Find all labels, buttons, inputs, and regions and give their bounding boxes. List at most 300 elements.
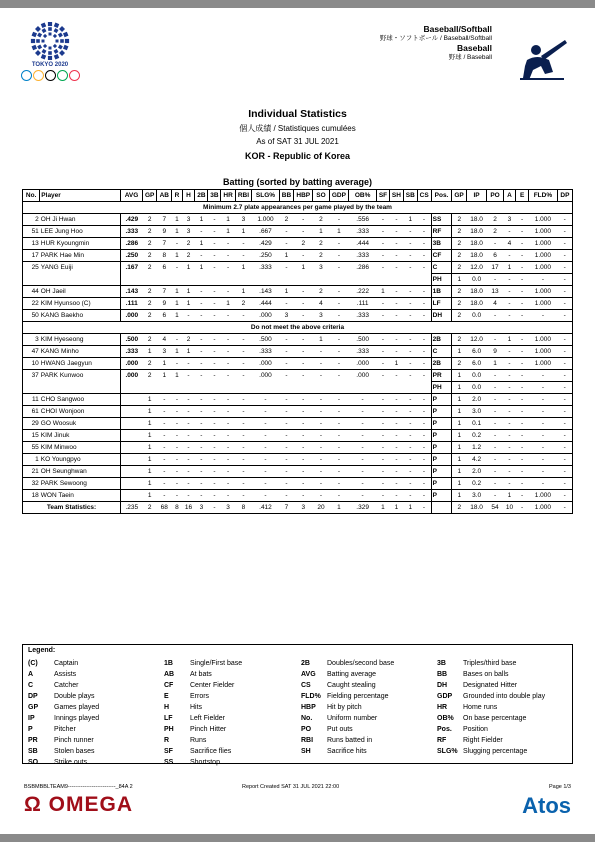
table-cell: - <box>516 238 529 250</box>
table-cell: - <box>187 372 190 380</box>
table-cell: - <box>376 418 389 430</box>
table-cell <box>235 274 251 286</box>
table-cell: - <box>221 406 235 418</box>
table-cell: 3 <box>23 334 40 346</box>
table-cell: - <box>337 264 340 272</box>
legend-desc: Pinch Hitter <box>190 726 227 733</box>
table-cell: - <box>403 358 417 370</box>
table-cell: - <box>557 442 572 454</box>
table-cell: - <box>294 406 313 418</box>
table-cell: - <box>172 238 182 250</box>
table-cell: - <box>313 478 329 490</box>
table-cell: HWANG Jaegyun <box>40 358 121 370</box>
table-cell: - <box>213 264 216 272</box>
table-cell: .500 <box>121 334 143 346</box>
table-cell: - <box>557 226 572 238</box>
event-title: Baseball <box>457 43 492 54</box>
table-cell: - <box>195 310 208 322</box>
table-cell: - <box>195 466 208 478</box>
table-cell: 1 <box>221 214 235 226</box>
table-cell: - <box>487 406 503 418</box>
table-cell: - <box>221 334 235 346</box>
legend-desc: Runs batted in <box>327 737 373 744</box>
legend-desc: Single/First base <box>190 660 243 667</box>
table-cell: 32 <box>23 478 40 490</box>
table-cell: - <box>252 442 280 454</box>
table-cell <box>235 382 251 394</box>
table-row <box>23 250 573 262</box>
table-cell: PARK Hae Min <box>40 250 121 262</box>
table-cell: - <box>294 226 313 238</box>
table-cell: - <box>329 430 349 442</box>
table-cell: 1.000 <box>528 334 557 346</box>
table-cell: - <box>390 442 404 454</box>
table-cell: 2 <box>142 358 156 370</box>
table-cell: CHOI Wonjoon <box>40 406 121 418</box>
legend-abbr: RBI <box>301 737 314 744</box>
table-cell: - <box>172 454 182 466</box>
legend-item <box>301 735 394 746</box>
table-cell: - <box>403 334 417 346</box>
table-cell: - <box>503 430 516 442</box>
table-cell: - <box>294 454 313 466</box>
table-cell: - <box>376 298 389 310</box>
table-cell: - <box>195 286 208 298</box>
table-cell: - <box>403 298 417 310</box>
table-cell: 2 <box>142 250 156 262</box>
table-cell: 4 <box>157 334 172 346</box>
table-cell: - <box>557 358 572 370</box>
table-cell: .000 <box>121 370 143 382</box>
totals-cell: 1 <box>390 502 404 514</box>
report-date: As of SAT 31 JUL 2021 <box>256 137 339 146</box>
legend-abbr: GP <box>28 704 39 711</box>
table-cell: - <box>235 406 251 418</box>
table-cell: - <box>503 442 516 454</box>
table-cell: - <box>516 430 529 442</box>
column-header: GP <box>452 190 466 202</box>
table-cell: - <box>294 358 313 370</box>
table-cell: 9 <box>157 298 172 310</box>
table-cell: P <box>431 466 452 478</box>
totals-cell: 16 <box>182 502 195 514</box>
table-cell: SS <box>431 214 452 226</box>
table-row <box>23 358 573 370</box>
table-cell: - <box>195 394 208 406</box>
table-cell: - <box>516 214 529 226</box>
table-cell: - <box>172 466 182 478</box>
legend-desc: Triples/third base <box>463 660 517 667</box>
legend-desc: Strike outs <box>54 759 88 766</box>
table-cell: 1 <box>172 346 182 358</box>
table-cell <box>182 274 195 286</box>
table-cell <box>221 382 235 394</box>
table-cell: .000 <box>252 310 280 322</box>
legend-desc: Home runs <box>463 704 498 711</box>
table-cell: - <box>221 346 235 358</box>
legend-item <box>164 702 242 713</box>
table-cell: 6 <box>157 310 172 322</box>
table-cell: 3 <box>503 214 516 226</box>
bottom-bar <box>0 834 595 842</box>
table-cell: - <box>422 372 426 380</box>
table-cell: - <box>329 478 349 490</box>
table-cell <box>294 274 313 286</box>
legend-item <box>164 658 242 669</box>
table-row <box>23 310 573 322</box>
table-cell: - <box>390 238 404 250</box>
legend-abbr: SO <box>28 759 39 766</box>
table-cell: 18.0 <box>466 250 487 262</box>
table-cell: - <box>516 358 529 370</box>
table-cell: 2 <box>452 358 466 370</box>
table-row <box>23 346 573 358</box>
table-cell: 13 <box>23 238 40 250</box>
table-cell: - <box>329 442 349 454</box>
table-cell: .143 <box>121 286 143 298</box>
table-cell: - <box>503 286 516 298</box>
table-cell: 2 <box>279 214 293 226</box>
legend-abbr: E <box>164 693 169 700</box>
table-cell: 2 <box>487 226 503 238</box>
team-name: KOR - Republic of Korea <box>244 151 350 161</box>
table-cell <box>252 382 280 394</box>
table-cell: - <box>172 418 182 430</box>
table-cell: DH <box>431 310 452 322</box>
table-cell: - <box>557 490 572 502</box>
table-cell: 2 <box>487 214 503 226</box>
table-row <box>23 286 573 298</box>
table-cell: - <box>182 442 195 454</box>
legend-item <box>437 691 545 702</box>
table-cell: - <box>182 406 195 418</box>
table-cell: 3 <box>157 346 172 358</box>
legend-desc: Assists <box>54 671 77 678</box>
table-cell: 2 <box>142 226 156 238</box>
table-cell: - <box>403 430 417 442</box>
table-cell: 1 <box>142 442 156 454</box>
table-cell: - <box>252 466 280 478</box>
sport-title: Baseball/Softball <box>423 24 492 34</box>
legend-abbr: (C) <box>28 660 38 667</box>
table-cell: 1 <box>279 250 293 262</box>
table-cell: - <box>182 358 195 370</box>
table-cell: - <box>329 298 349 310</box>
table-cell: 1 <box>235 226 251 238</box>
table-cell: OH Seunghwan <box>40 466 121 478</box>
table-cell: - <box>329 310 349 322</box>
totals-cell: .235 <box>121 502 143 514</box>
table-cell: - <box>235 310 251 322</box>
table-cell: 1 <box>172 214 182 226</box>
table-cell: .000 <box>356 372 369 380</box>
legend-abbr: FLD% <box>301 693 321 700</box>
table-cell: - <box>208 334 221 346</box>
table-cell <box>121 442 143 454</box>
table-row <box>23 490 573 502</box>
table-cell: 1 <box>301 264 306 272</box>
table-cell <box>40 382 121 394</box>
table-cell: 9 <box>487 346 503 358</box>
table-row <box>23 370 573 382</box>
table-cell <box>390 274 404 286</box>
legend-column <box>164 658 242 768</box>
table-cell: - <box>503 250 516 262</box>
table-cell: 1 <box>452 466 466 478</box>
table-cell: - <box>329 418 349 430</box>
table-cell: - <box>279 490 293 502</box>
table-cell: 1 <box>452 394 466 406</box>
table-cell <box>403 274 417 286</box>
legend-desc: Slugging percentage <box>463 748 528 755</box>
table-cell: - <box>208 466 221 478</box>
column-header: E <box>516 190 529 202</box>
table-cell: 2 <box>452 298 466 310</box>
table-cell: - <box>313 394 329 406</box>
table-cell: - <box>208 418 221 430</box>
table-cell: 2 <box>23 214 40 226</box>
table-cell: - <box>182 418 195 430</box>
table-cell: .444 <box>252 298 280 310</box>
table-cell: - <box>417 310 431 322</box>
table-cell: .286 <box>121 238 143 250</box>
table-cell: KANG Baekho <box>40 310 121 322</box>
table-cell: - <box>417 490 431 502</box>
table-cell: - <box>294 478 313 490</box>
table-cell <box>329 274 349 286</box>
table-cell: 1 <box>452 478 466 490</box>
table-cell: - <box>313 490 329 502</box>
table-cell: - <box>329 334 349 346</box>
table-cell: - <box>208 358 221 370</box>
legend-item <box>28 669 99 680</box>
table-cell <box>121 418 143 430</box>
legend-desc: Runs <box>190 737 207 744</box>
legend-abbr: 3B <box>437 660 446 667</box>
column-header: R <box>172 190 182 202</box>
table-cell: 1 <box>452 442 466 454</box>
table-cell <box>121 394 143 406</box>
table-cell: 1.000 <box>528 238 557 250</box>
column-header: CS <box>417 190 431 202</box>
legend-abbr: Pos. <box>437 726 452 733</box>
table-cell: - <box>349 454 377 466</box>
table-cell: LEE Jung Hoo <box>40 226 121 238</box>
legend-abbr: DP <box>28 693 38 700</box>
table-cell: 1 <box>195 238 208 250</box>
legend-item <box>28 691 99 702</box>
table-cell: 1.000 <box>528 286 557 298</box>
legend-desc: Captain <box>54 660 79 667</box>
legend-abbr: CF <box>164 682 174 689</box>
table-cell: - <box>195 478 208 490</box>
table-cell: - <box>376 406 389 418</box>
table-cell: - <box>221 286 235 298</box>
table-cell: - <box>349 478 377 490</box>
table-cell: - <box>182 490 195 502</box>
table-cell: P <box>431 490 452 502</box>
table-cell: .500 <box>252 334 280 346</box>
table-cell: - <box>403 418 417 430</box>
table-cell: - <box>557 238 572 250</box>
totals-cell: - <box>417 502 431 514</box>
table-cell: 1 <box>452 430 466 442</box>
table-cell: 1 <box>142 430 156 442</box>
table-cell: - <box>528 418 557 430</box>
table-cell: - <box>172 490 182 502</box>
table-cell: - <box>221 250 235 262</box>
table-cell: - <box>417 226 431 238</box>
table-cell: .222 <box>349 286 377 298</box>
table-cell: - <box>349 442 377 454</box>
table-cell: - <box>172 430 182 442</box>
table-cell: 6.0 <box>466 346 487 358</box>
table-cell: - <box>157 430 172 442</box>
emblem-icon <box>30 22 70 60</box>
table-cell: 1 <box>157 358 172 370</box>
table-cell <box>182 382 195 394</box>
table-cell: - <box>376 226 389 238</box>
table-cell: - <box>390 298 404 310</box>
table-cell: 1 <box>279 286 293 298</box>
legend-item <box>28 735 99 746</box>
table-cell: 2 <box>452 262 466 274</box>
table-cell <box>23 274 40 286</box>
table-cell: - <box>329 454 349 466</box>
table-cell: 17 <box>487 262 503 274</box>
table-cell: 4 <box>503 238 516 250</box>
table-cell: - <box>557 394 572 406</box>
column-header: HR <box>221 190 235 202</box>
table-cell: - <box>252 454 280 466</box>
table-cell: - <box>557 346 572 358</box>
table-cell: 7 <box>157 238 172 250</box>
table-cell <box>121 382 143 394</box>
table-cell: - <box>285 372 288 380</box>
table-cell: .333 <box>121 346 143 358</box>
column-header: PO <box>487 190 503 202</box>
table-cell: 1.000 <box>528 226 557 238</box>
legend-item <box>28 757 99 768</box>
totals-cell: - <box>516 502 529 514</box>
table-cell: - <box>329 490 349 502</box>
legend-abbr: OB% <box>437 715 454 722</box>
top-bar <box>0 0 595 8</box>
table-cell: - <box>235 358 251 370</box>
table-cell <box>157 382 172 394</box>
totals-cell: 3 <box>195 502 208 514</box>
legend-abbr: GDP <box>437 693 453 700</box>
table-cell: 6 <box>162 264 167 272</box>
legend-desc: Stolen bases <box>54 748 95 755</box>
table-cell: - <box>235 346 251 358</box>
table-cell: - <box>390 418 404 430</box>
table-cell: RF <box>431 226 452 238</box>
table-cell: - <box>487 442 503 454</box>
table-cell: KIM Minwoo <box>40 442 121 454</box>
table-cell: - <box>157 478 172 490</box>
event-header <box>380 24 492 63</box>
table-cell: KANG Minho <box>40 346 121 358</box>
table-cell: - <box>227 264 230 272</box>
table-cell: - <box>221 478 235 490</box>
table-cell: KIM Jinuk <box>40 430 121 442</box>
batting-table <box>22 189 573 514</box>
table-cell: 0.0 <box>466 274 487 286</box>
table-cell: 2 <box>313 286 329 298</box>
table-cell: 2 <box>147 264 152 272</box>
table-cell: - <box>376 334 389 346</box>
table-cell: - <box>157 406 172 418</box>
totals-cell: 1 <box>376 502 389 514</box>
legend-desc: Catcher <box>54 682 79 689</box>
table-cell: - <box>403 238 417 250</box>
table-cell: 1 <box>186 264 191 272</box>
table-cell <box>221 274 235 286</box>
table-cell: - <box>417 358 431 370</box>
legend-item <box>164 691 242 702</box>
legend-desc: On base percentage <box>463 715 527 722</box>
table-cell: - <box>329 214 349 226</box>
table-cell: - <box>528 442 557 454</box>
legend-desc: Doubles/second base <box>327 660 395 667</box>
table-cell: - <box>329 238 349 250</box>
table-cell: 1 <box>235 286 251 298</box>
table-cell: - <box>516 346 529 358</box>
table-cell: 1 <box>172 286 182 298</box>
table-cell: - <box>182 478 195 490</box>
totals-cell: 3 <box>221 502 235 514</box>
table-cell: - <box>390 310 404 322</box>
table-cell: - <box>390 466 404 478</box>
table-cell: - <box>195 418 208 430</box>
table-cell: 1.000 <box>528 490 557 502</box>
footer-page: Page 1/3 <box>548 784 571 790</box>
table-cell: 1 <box>452 490 466 502</box>
table-cell: - <box>221 418 235 430</box>
table-cell: - <box>349 490 377 502</box>
table-cell: - <box>503 382 516 394</box>
totals-cell: Team Statistics: <box>23 502 121 514</box>
table-cell: - <box>252 490 280 502</box>
table-cell: - <box>329 394 349 406</box>
legend-item <box>164 669 242 680</box>
table-cell: - <box>329 346 349 358</box>
table-cell: .500 <box>349 334 377 346</box>
table-cell <box>23 382 40 394</box>
table-cell: 10 <box>23 358 40 370</box>
table-cell: - <box>235 430 251 442</box>
column-header: Player <box>40 190 121 202</box>
table-cell: - <box>195 346 208 358</box>
table-cell <box>279 274 293 286</box>
legend-desc: Innings played <box>54 715 100 722</box>
table-cell: - <box>557 334 572 346</box>
table-cell: - <box>235 250 251 262</box>
table-cell: 2 <box>452 226 466 238</box>
table-cell: 2 <box>313 238 329 250</box>
legend-item <box>28 713 99 724</box>
table-cell: - <box>503 418 516 430</box>
legend-desc: Uniform number <box>327 715 378 722</box>
table-cell: 2 <box>142 286 156 298</box>
table-cell: 1.000 <box>528 358 557 370</box>
table-row <box>23 418 573 430</box>
table-cell: - <box>195 430 208 442</box>
legend-item <box>301 746 394 757</box>
table-cell: - <box>349 406 377 418</box>
table-cell: - <box>417 478 431 490</box>
